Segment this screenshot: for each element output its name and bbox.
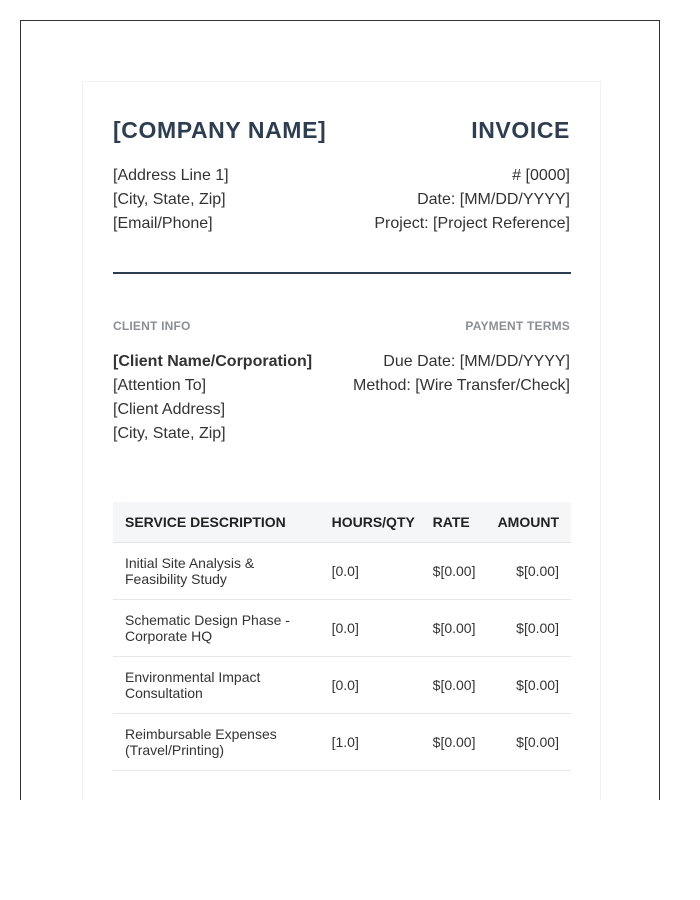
payment-due-date: Due Date: [MM/DD/YYYY] bbox=[383, 353, 570, 370]
client-city-state-zip: [City, State, Zip] bbox=[113, 425, 226, 442]
table-row bbox=[113, 657, 571, 714]
invoice-meta-block bbox=[374, 164, 570, 236]
header-divider bbox=[113, 272, 571, 274]
company-name: [COMPANY NAME] bbox=[113, 117, 327, 143]
row-qty: [1.0] bbox=[332, 714, 433, 771]
row-rate: $[0.00] bbox=[433, 657, 498, 714]
row-rate: $[0.00] bbox=[433, 543, 498, 600]
row-amount: $[0.00] bbox=[498, 657, 571, 714]
row-description: Schematic Design Phase - Corporate HQ bbox=[125, 612, 290, 644]
row-description: Environmental Impact Consultation bbox=[125, 669, 261, 701]
row-description-cell bbox=[113, 543, 332, 600]
row-qty: [0.0] bbox=[332, 657, 433, 714]
payment-terms-label: PAYMENT TERMS bbox=[465, 319, 570, 333]
row-rate: $[0.00] bbox=[433, 714, 498, 771]
table-row bbox=[113, 714, 571, 771]
header-hours-qty: HOURS/QTY bbox=[332, 502, 433, 543]
invoice-date: Date: [MM/DD/YYYY] bbox=[417, 191, 570, 208]
row-qty: [0.0] bbox=[332, 543, 433, 600]
header-service-description: SERVICE DESCRIPTION bbox=[113, 502, 332, 543]
sender-city-state-zip: [City, State, Zip] bbox=[113, 191, 226, 208]
row-amount: $[0.00] bbox=[498, 543, 571, 600]
row-amount: $[0.00] bbox=[498, 600, 571, 657]
sender-email-phone: [Email/Phone] bbox=[113, 215, 213, 232]
row-description: Reimbursable Expenses (Travel/Printing) bbox=[125, 726, 277, 758]
header-amount: AMOUNT bbox=[498, 502, 571, 543]
row-description-cell bbox=[113, 600, 332, 657]
invoice-sheet bbox=[82, 81, 601, 800]
invoice-title: INVOICE bbox=[471, 117, 570, 143]
table-row bbox=[113, 600, 571, 657]
sender-address-block bbox=[113, 164, 229, 236]
services-table bbox=[113, 502, 571, 771]
header-rate: RATE bbox=[433, 502, 498, 543]
invoice-number: # [0000] bbox=[512, 167, 570, 184]
invoice-project: Project: [Project Reference] bbox=[374, 215, 570, 232]
document-frame bbox=[20, 20, 660, 800]
row-qty: [0.0] bbox=[332, 600, 433, 657]
table-row bbox=[113, 543, 571, 600]
client-address: [Client Address] bbox=[113, 401, 226, 418]
sender-address-line-1: [Address Line 1] bbox=[113, 167, 229, 184]
client-info-label: CLIENT INFO bbox=[113, 319, 191, 333]
table-header-row bbox=[113, 502, 571, 543]
client-info-block bbox=[113, 350, 312, 446]
payment-method: Method: [Wire Transfer/Check] bbox=[353, 377, 570, 394]
payment-terms-block bbox=[353, 350, 570, 398]
client-attention: [Attention To] bbox=[113, 377, 207, 394]
row-description-cell bbox=[113, 714, 332, 771]
row-amount: $[0.00] bbox=[498, 714, 571, 771]
client-name: [Client Name/Corporation] bbox=[113, 353, 313, 370]
row-rate: $[0.00] bbox=[433, 600, 498, 657]
row-description-cell bbox=[113, 657, 332, 714]
row-description: Initial Site Analysis & Feasibility Study bbox=[125, 555, 255, 587]
